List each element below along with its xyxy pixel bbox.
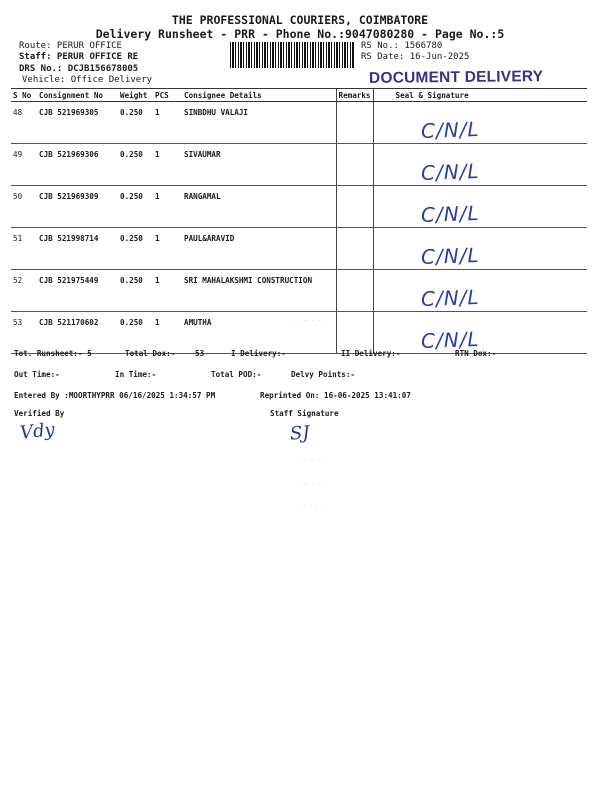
cell-remarks	[336, 102, 373, 144]
verifier-signature-icon: Vdy	[18, 419, 56, 444]
cell-signature	[373, 144, 587, 186]
handwritten-signature: C/N/L	[420, 116, 480, 144]
cell-remarks	[336, 144, 373, 186]
col-pcs: PCS	[153, 89, 182, 102]
table-header-row	[11, 89, 587, 102]
cell-remarks	[336, 270, 373, 312]
in-time: In Time:-	[115, 370, 157, 379]
cell-consignee: SINBDHU VALAJI	[182, 102, 336, 144]
cell-weight: 0.250	[118, 144, 153, 186]
faint-stamp-icon: · · ·· · · ·	[292, 318, 327, 325]
handwritten-signature: C/N/L	[420, 200, 480, 228]
staff-signature: Staff Signature	[270, 409, 339, 418]
cell-signature	[373, 228, 587, 270]
reprinted-on: Reprinted On: 16-06-2025 13:41:07	[260, 391, 411, 400]
cell-consignment: CJB 521998714	[37, 228, 118, 270]
col-consignment: Consignment No	[37, 89, 118, 102]
cell-consignee: SIVAUMAR	[182, 144, 336, 186]
cell-signature	[373, 312, 587, 354]
cell-consignment: CJB 521969306	[37, 144, 118, 186]
handwritten-signature: C/N/L	[420, 326, 480, 354]
col-signature: Seal & Signature	[373, 89, 587, 102]
ii-delivery: II Delivery:-	[341, 349, 401, 358]
cell-signature	[373, 186, 587, 228]
faint-stamp-icon: · · · · ··	[298, 503, 328, 510]
total-dox-value: 53	[195, 349, 205, 358]
handwritten-signature: C/N/L	[420, 284, 480, 312]
document-delivery-stamp: DOCUMENT DELIVERY	[368, 68, 544, 87]
rs-date: RS Date: 16-Jun-2025	[361, 52, 470, 62]
handwritten-signature: C/N/L	[420, 242, 480, 270]
cell-consignment: CJB 521975449	[37, 270, 118, 312]
cell-weight: 0.250	[118, 102, 153, 144]
cell-pcs: 1	[153, 102, 182, 144]
faint-stamp-icon: · ·· · · ·	[298, 482, 328, 489]
cell-pcs: 1	[153, 312, 182, 354]
cell-pcs: 1	[153, 270, 182, 312]
table-row	[11, 186, 587, 228]
rtn-dox: RTN Dox:-	[455, 349, 497, 358]
cell-signature	[373, 270, 587, 312]
col-consignee: Consignee Details	[182, 89, 336, 102]
route-label: Route: PERUR OFFICE	[19, 41, 122, 51]
handwritten-signature: C/N/L	[420, 158, 480, 186]
cell-consignee: PAUL&ARAVID	[182, 228, 336, 270]
faint-stamp-icon: · · ·· · ·	[298, 457, 328, 464]
cell-weight: 0.250	[118, 312, 153, 354]
delvy-points: Delvy Points:-	[291, 370, 356, 379]
cell-consignee: RANGAMAL	[182, 186, 336, 228]
cell-consignment: CJB 521969309	[37, 186, 118, 228]
barcode-icon	[230, 42, 354, 68]
total-dox-label: Total Dox:-	[125, 349, 176, 358]
table-row	[11, 270, 587, 312]
cell-sno: 53	[11, 312, 37, 354]
cell-consignee: AMUTHA	[182, 312, 336, 354]
staff-label: Staff: PERUR OFFICE RE	[19, 52, 139, 62]
cell-pcs: 1	[153, 186, 182, 228]
i-delivery: I Delivery:-	[231, 349, 286, 358]
col-sno: S No	[11, 89, 37, 102]
tot-runsheet: Tot. Runsheet:- 5	[14, 349, 92, 358]
runsheet-subtitle: Delivery Runsheet - PRR - Phone No.:9047080280 - Page No.:5	[95, 27, 505, 41]
entered-by: Entered By :MOORTHYPRR 06/16/2025 1:34:57 PM	[14, 391, 216, 400]
table-row	[11, 102, 587, 144]
cell-sno: 48	[11, 102, 37, 144]
cell-consignee: SRI MAHALAKSHMI CONSTRUCTION	[182, 270, 336, 312]
col-remarks: Remarks	[336, 89, 373, 102]
cell-sno: 49	[11, 144, 37, 186]
cell-pcs: 1	[153, 144, 182, 186]
out-time: Out Time:-	[14, 370, 60, 379]
cell-consignment: CJB 521170602	[37, 312, 118, 354]
drs-number: DRS No.: DCJB156678005	[19, 64, 139, 74]
cell-remarks	[336, 312, 373, 354]
cell-pcs: 1	[153, 228, 182, 270]
cell-consignment: CJB 521969305	[37, 102, 118, 144]
cell-sno: 52	[11, 270, 37, 312]
total-pod: Total POD:-	[211, 370, 262, 379]
cell-weight: 0.250	[118, 270, 153, 312]
verified-by: Verified By	[14, 409, 65, 418]
cell-weight: 0.250	[118, 186, 153, 228]
cell-remarks	[336, 228, 373, 270]
cell-signature	[373, 102, 587, 144]
company-title: THE PROFESSIONAL COURIERS, COIMBATORE	[171, 13, 429, 27]
rs-number: RS No.: 1566780	[361, 41, 443, 51]
cell-sno: 51	[11, 228, 37, 270]
runsheet-table	[11, 88, 587, 354]
vehicle-label: Vehicle: Office Delivery	[22, 75, 153, 85]
table-row	[11, 144, 587, 186]
table-row	[11, 228, 587, 270]
staff-signature-icon: SJ	[289, 422, 311, 445]
col-weight: Weight	[118, 89, 153, 102]
cell-weight: 0.250	[118, 228, 153, 270]
cell-sno: 50	[11, 186, 37, 228]
cell-remarks	[336, 186, 373, 228]
